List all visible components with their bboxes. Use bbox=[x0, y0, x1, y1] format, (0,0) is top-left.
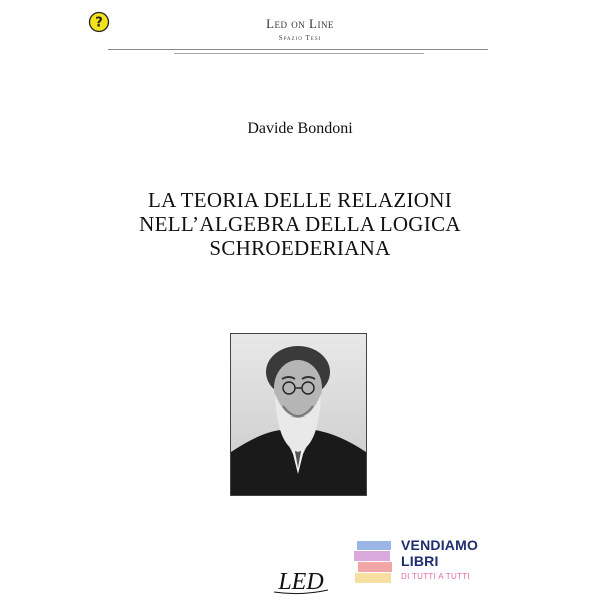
badge-text bbox=[401, 537, 478, 581]
header-rule-secondary bbox=[174, 53, 424, 54]
books-stack-icon bbox=[353, 537, 395, 589]
badge-line-vendiamo: VENDIAMO bbox=[401, 537, 479, 553]
header-rule bbox=[108, 49, 488, 50]
svg-text:?: ? bbox=[95, 15, 103, 31]
badge-line-libri: LIBRI bbox=[401, 553, 439, 569]
book-author: Davide Bondoni bbox=[247, 120, 353, 137]
series-title: Led on Line bbox=[266, 16, 334, 31]
series-header bbox=[0, 16, 600, 42]
book-title bbox=[0, 188, 600, 260]
badge-tagline: DI TUTTI A TUTTI bbox=[401, 572, 470, 581]
book-title-line: LA TEORIA DELLE RELAZIONI bbox=[148, 188, 452, 212]
publisher-logo-text: LED bbox=[278, 569, 324, 595]
author-portrait-image bbox=[230, 333, 367, 496]
publisher-logo bbox=[268, 565, 334, 595]
book-title-line: NELL’ALGEBRA DELLA LOGICA bbox=[139, 212, 461, 236]
vendiamo-libri-badge[interactable] bbox=[353, 537, 483, 593]
book-title-line: SCHROEDERIANA bbox=[209, 236, 391, 260]
series-subtitle: Spazio Tesi bbox=[278, 34, 322, 42]
